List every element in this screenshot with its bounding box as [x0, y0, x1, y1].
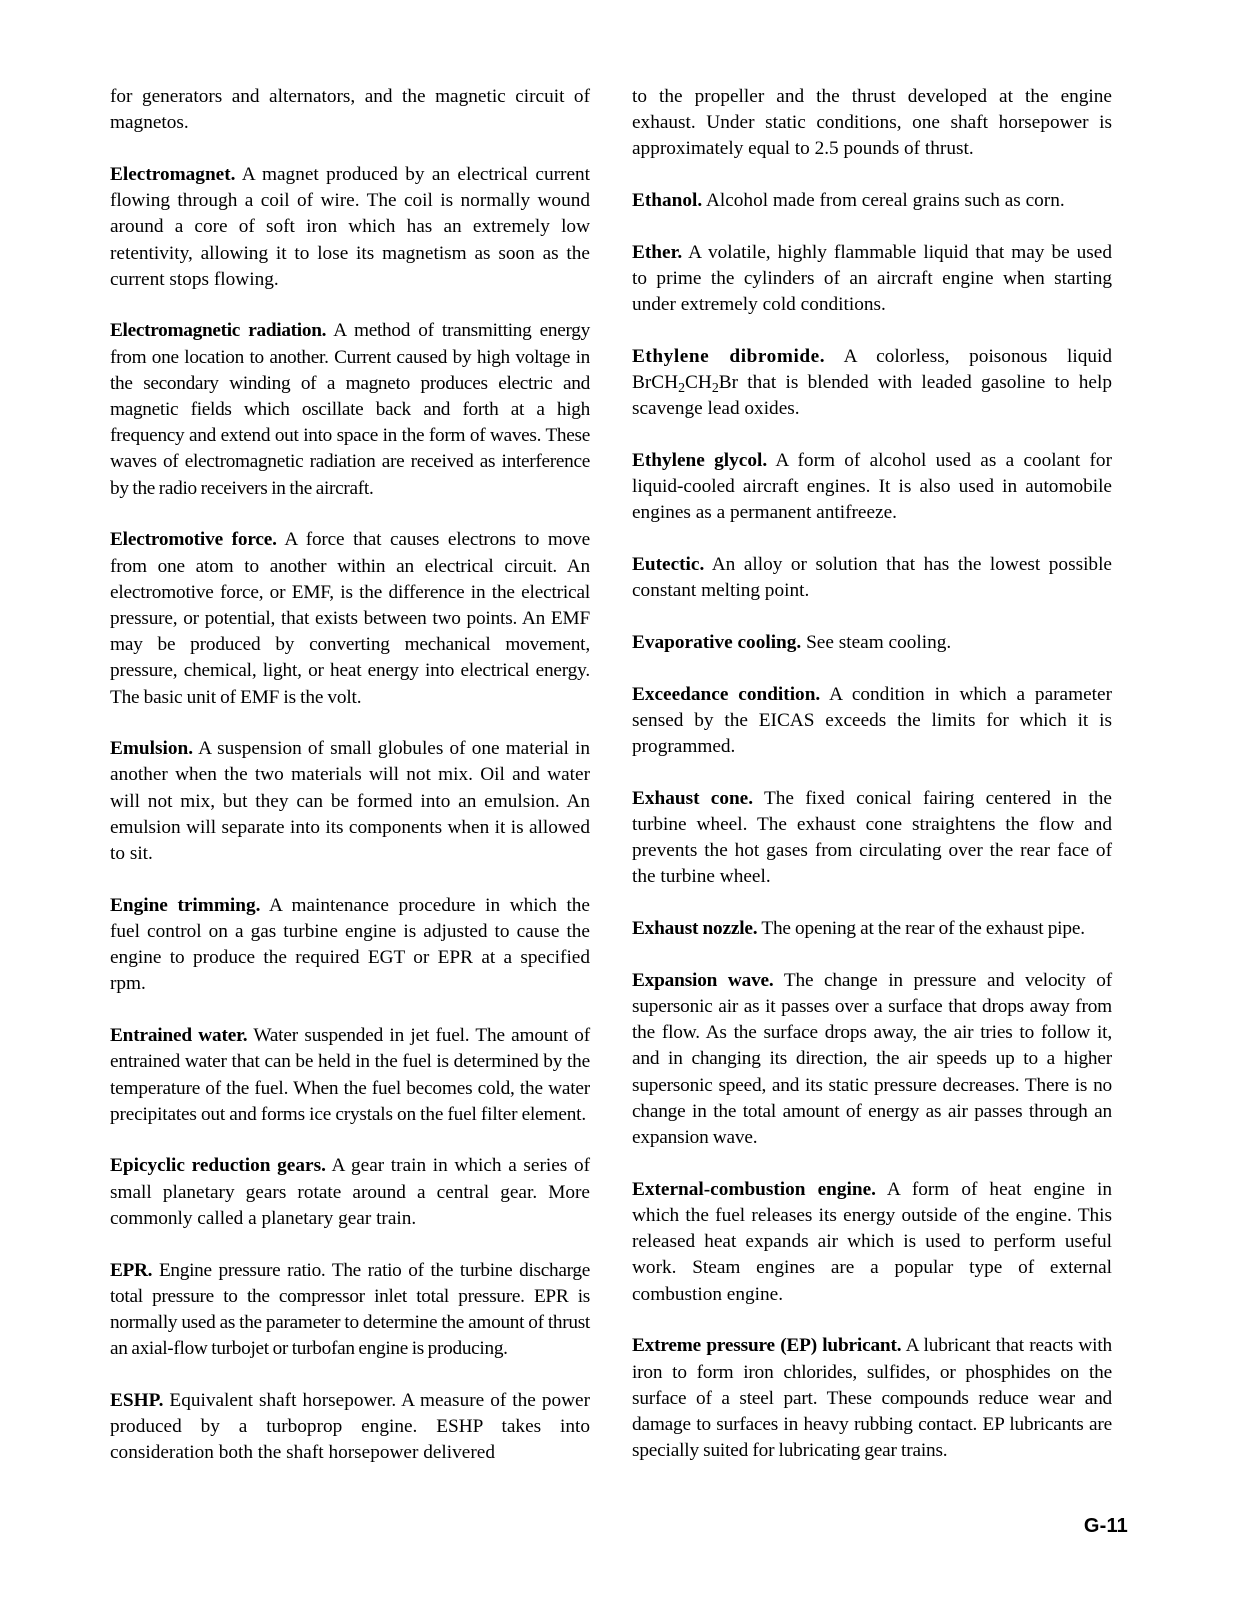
glossary-entry-epr — [110, 1258, 590, 1363]
glossary-definition: Alcohol made from cereal grains such as corn. — [702, 190, 1065, 212]
glossary-term: Eutectic. — [632, 554, 705, 576]
subscript: 2 — [678, 381, 686, 397]
paragraph-text: for generators and alternators, and the magnetic circuit of magnetos. — [110, 86, 590, 134]
glossary-term: Exhaust nozzle. — [632, 918, 758, 940]
glossary-definition: Engine pressure ratio. The ratio of the turbine discharge total pressure to the compressor inlet total pressure. EPR is normally used as the parameter to determine the amount of thrust an axial-flow turbojet or turbofan engine is producing. — [110, 1259, 590, 1360]
glossary-definition: A suspension of small globules of one material in another when the two materials will not mix. Oil and water will not mix, but they can be formed into an emulsion. An emulsion will separate into its components when it is allowed to sit. — [110, 738, 590, 865]
glossary-term: Emulsion. — [110, 738, 194, 760]
glossary-term: Ethylene glycol. — [632, 450, 768, 472]
glossary-definition: See steam cooling. — [801, 632, 952, 654]
glossary-entry-external-combustion-engine — [632, 1177, 1112, 1308]
glossary-definition-after-formula: that is blended with leaded gasoline to help scavenge lead oxides. — [632, 372, 1112, 420]
glossary-term: Entrained water. — [110, 1025, 248, 1047]
glossary-entry-engine-trimming — [110, 893, 590, 998]
glossary-term: Ether. — [632, 241, 683, 263]
glossary-definition-before-formula: A colorless, poisonous liquid — [825, 345, 1112, 367]
glossary-definition: A maintenance procedure in which the fuel control on a gas turbine engine is adjusted to cause the engine to produce the required EGT or EPR at a specified rpm. — [110, 894, 590, 995]
glossary-term: Extreme pressure (EP) lubricant. — [632, 1335, 902, 1357]
glossary-entry-eshp — [110, 1388, 590, 1467]
glossary-entry-eutectic — [632, 552, 1112, 604]
glossary-definition: The change in pressure and velocity of supersonic air as it passes over a surface that drops away from the flow. As the surface drops away, the air tries to follow it, and in changing its direction, the air speeds up to a higher supersonic speed, and its static pressure decreases. There is no change in the total amount of energy as air passes through an expansion wave. — [632, 969, 1112, 1149]
glossary-term: Electromagnet. — [110, 163, 236, 185]
glossary-term: Epicyclic reduction gears. — [110, 1155, 326, 1177]
glossary-definition: A volatile, highly flammable liquid that may be used to prime the cylinders of an aircraft engine when starting under extremely cold conditions. — [632, 241, 1112, 316]
glossary-entry-evaporative-cooling — [632, 630, 1112, 656]
page-number: G-11 — [1083, 1515, 1128, 1537]
glossary-entry-exhaust-nozzle — [632, 916, 1112, 942]
glossary-definition: The opening at the rear of the exhaust pipe. — [757, 918, 1085, 940]
glossary-definition: An alloy or solution that has the lowest possible constant melting point. — [632, 554, 1112, 602]
glossary-definition: Equivalent shaft horsepower. A measure of the power produced by a turboprop engine. ESHP takes into consideration both the shaft horsepower delivered — [110, 1389, 590, 1464]
glossary-definition: A condition in which a parameter sensed by the EICAS exceeds the limits for which it is programmed. — [632, 683, 1112, 758]
glossary-term: EPR. — [110, 1259, 153, 1281]
glossary-entry-electromagnet — [110, 162, 590, 293]
chemical-formula: $BrCH_2CH_2Br$ — [632, 372, 739, 397]
glossary-definition: A force that causes electrons to move from one atom to another within an electrical circuit. An electromotive force, or EMF, is the difference in the electrical pressure, or potential, that exists between two points. An EMF may be produced by converting mechanical movement, pressure, chemical, light, or heat energy into electrical energy. The basic unit of EMF is the volt. — [110, 529, 590, 708]
glossary-term: Electromotive force. — [110, 529, 277, 551]
glossary-term: Expansion wave. — [632, 969, 774, 991]
glossary-entry-extreme-pressure-ep-lubricant — [632, 1333, 1112, 1464]
right-column — [632, 84, 1113, 1462]
glossary-entry-ethanol — [632, 188, 1112, 214]
glossary-definition: Water suspended in jet fuel. The amount of entrained water that can be held in the fuel is determined by the temperature of the fuel. When the fuel becomes cold, the water precipitates out and forms ice crystals on the fuel filter element. — [110, 1025, 590, 1125]
glossary-definition: The fixed conical fairing centered in the turbine wheel. The exhaust cone straightens the flow and prevents the hot gases from circulating over the rear face of the turbine wheel. — [632, 787, 1112, 888]
glossary-entry-expansion-wave — [632, 968, 1112, 1151]
glossary-definition: A gear train in which a series of small planetary gears rotate around a central gear. More commonly called a planetary gear train. — [110, 1155, 591, 1229]
paragraph-continuation-magnetos — [110, 84, 590, 136]
glossary-entry-ethylene-glycol — [632, 448, 1112, 527]
glossary-term: Ethanol. — [632, 190, 703, 212]
paragraph-continuation-eshp — [632, 84, 1112, 163]
glossary-entry-electromagnetic-radiation — [110, 318, 590, 501]
glossary-term: Exhaust cone. — [632, 787, 754, 809]
glossary-definition: A method of transmitting energy from one location to another. Current caused by high voltage in the secondary winding of a magneto produces electric and magnetic fields which oscillate back and forth at a high frequency and extend out into space in the form of waves. These waves of electromagnetic radiation are received as interference by the radio receivers in the aircraft. — [110, 320, 590, 499]
glossary-definition: A lubricant that reacts with iron to form iron chlorides, sulfides, or phosphides on the surface of a steel part. These compounds reduce wear and damage to surfaces in heavy rubbing contact. EP lubricants are specially suited for lubricating gear trains. — [632, 1335, 1112, 1462]
glossary-entry-epicyclic-reduction-gears — [110, 1153, 590, 1232]
glossary-term: Engine trimming. — [110, 894, 261, 916]
glossary-entry-ethylene-dibromide — [632, 344, 1112, 423]
left-column — [110, 84, 591, 1464]
glossary-entry-exceedance-condition — [632, 682, 1112, 761]
glossary-term: External-combustion engine. — [632, 1178, 876, 1200]
glossary-term: Evaporative cooling. — [632, 632, 802, 654]
glossary-entry-ether — [632, 240, 1112, 319]
paragraph-text: to the propeller and the thrust developed at the engine exhaust. Under static conditions, one shaft horsepower is approximately equal to 2.5 pounds of thrust. — [632, 86, 1112, 160]
glossary-entry-entrained-water — [110, 1023, 590, 1128]
glossary-entry-electromotive-force — [110, 527, 590, 710]
two-column-body — [110, 84, 1113, 1464]
glossary-term: Exceedance condition. — [632, 683, 821, 705]
glossary-term: Electromagnetic radiation. — [110, 320, 327, 342]
glossary-definition: A magnet produced by an electrical current flowing through a coil of wire. The coil is normally wound around a core of soft iron which has an extremely low retentivity, allowing it to lose its magnetism as soon as the current stops flowing. — [110, 163, 590, 290]
glossary-entry-emulsion — [110, 736, 590, 867]
glossary-definition: A form of alcohol used as a coolant for liquid-cooled aircraft engines. It is also used in automobile engines as a permanent antifreeze. — [632, 450, 1112, 524]
subscript: 2 — [711, 381, 719, 397]
glossary-definition: A form of heat engine in which the fuel releases its energy outside of the engine. This released heat expands air which is used to perform useful work. Steam engines are a popular type of external combustion engine. — [632, 1178, 1113, 1305]
glossary-term: ESHP. — [110, 1389, 164, 1411]
glossary-term: Ethylene dibromide. — [632, 345, 826, 367]
glossary-entry-exhaust-cone — [632, 786, 1112, 891]
